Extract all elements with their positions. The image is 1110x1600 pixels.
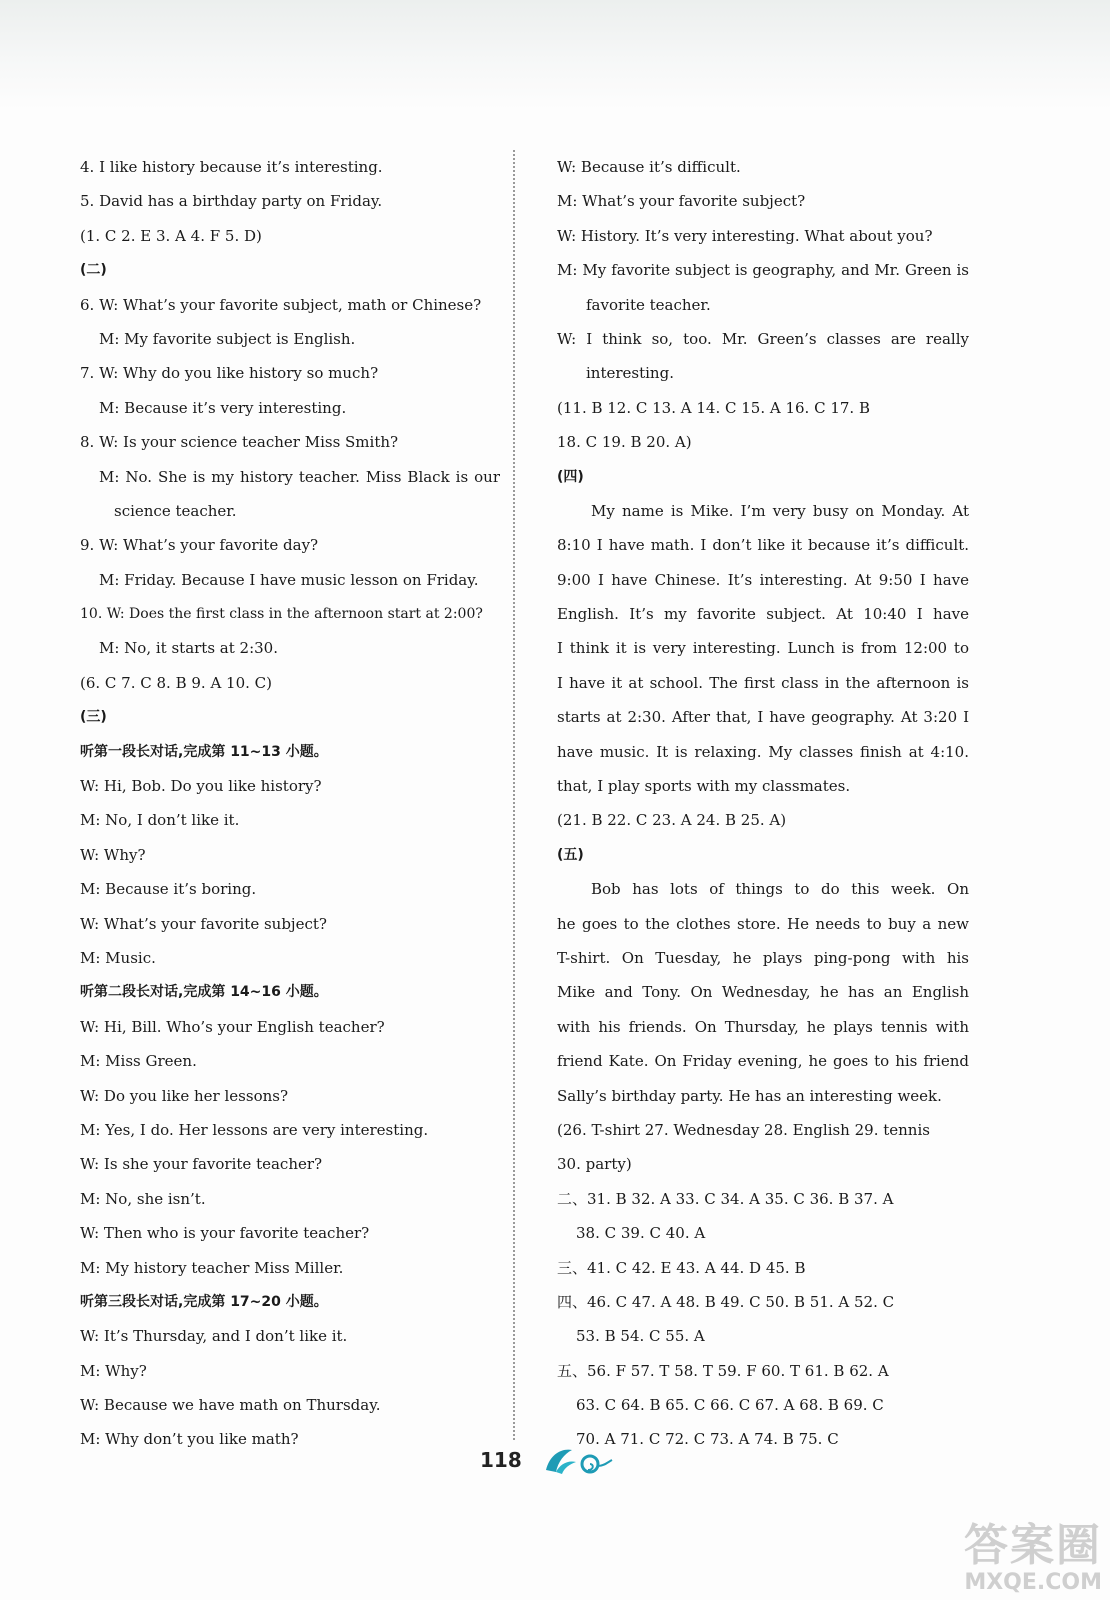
answer-line: (26. T-shirt 27. Wednesday 28. English 29. tennis — [557, 1120, 930, 1139]
passage-line: English. It’s my favorite subject. At 10:40 I have — [557, 605, 969, 624]
passage-line: T-shirt. On Tuesday, he plays ping-pong with his — [557, 948, 969, 967]
answer-line: 18. C 19. B 20. A) — [557, 433, 692, 452]
passage-line: I have it at school. The first class in the afternoon is — [557, 673, 969, 692]
dialogue-line: 8. W: Is your science teacher Miss Smith? — [80, 433, 399, 452]
text-line: 4. I like history because it’s interesting. — [80, 158, 383, 176]
dialogue-line: M: Miss Green. — [80, 1052, 197, 1071]
answer-line: 63. C 64. B 65. C 66. C 67. A 68. B 69. C — [576, 1396, 884, 1415]
answer-line: 二、31. B 32. A 33. C 34. A 35. C 36. B 37. A — [557, 1189, 894, 1208]
dialogue-line: M: Music. — [80, 948, 156, 967]
dialogue-line: M: My favorite subject is English. — [99, 329, 356, 348]
passage-line: Mike and Tony. On Wednesday, he has an English — [557, 983, 969, 1002]
dialogue-line: M: No, I don’t like it. — [80, 811, 240, 830]
dialogue-line: M: Because it’s boring. — [80, 880, 257, 899]
dialogue-line: W: I think so, too. Mr. Green’s classes are really — [557, 329, 969, 348]
dialogue-line: science teacher. — [114, 501, 237, 520]
dialogue-line: M: Friday. Because I have music lesson on Friday. — [99, 570, 479, 589]
text-line: 5. David has a birthday party on Friday. — [80, 192, 383, 211]
passage-line: Sally’s birthday party. He has an interesting week. — [557, 1086, 942, 1105]
dialogue-line: M: No. She is my history teacher. Miss Black is our — [99, 467, 500, 486]
dialogue-line: W: Because it’s difficult. — [557, 158, 741, 176]
dialogue-line: M: My favorite subject is geography, and Mr. Green is — [557, 261, 969, 280]
answer-line: 四、46. C 47. A 48. B 49. C 50. B 51. A 52. C — [557, 1292, 895, 1311]
passage-line: 9:00 I have Chinese. It’s interesting. At 9:50 I have — [557, 570, 969, 589]
section-heading: (三) — [80, 709, 107, 726]
dialogue-line: M: Yes, I do. Her lessons are very interesting. — [80, 1120, 429, 1139]
instruction-line: 听第二段长对话,完成第 14~16 小题。 — [80, 984, 328, 1001]
swirl-leaf-logo-icon — [542, 1444, 614, 1480]
section-heading: (五) — [557, 846, 584, 863]
passage-line: friend Kate. On Friday evening, he goes to his friend — [557, 1052, 969, 1071]
dialogue-line: W: It’s Thursday, and I don’t like it. — [80, 1327, 348, 1346]
answer-line: 70. A 71. C 72. C 73. A 74. B 75. C — [576, 1430, 839, 1449]
answer-line: 38. C 39. C 40. A — [576, 1224, 706, 1243]
answer-line: (21. B 22. C 23. A 24. B 25. A) — [557, 811, 787, 830]
page-number: 118 — [480, 1448, 522, 1472]
watermark — [964, 1520, 1102, 1595]
answer-line: (6. C 7. C 8. B 9. A 10. C) — [80, 673, 273, 692]
scan-shadow-band — [0, 0, 1110, 110]
passage-line: that, I play sports with my classmates. — [557, 777, 851, 796]
dialogue-line: W: Then who is your favorite teacher? — [80, 1224, 370, 1243]
dialogue-line: W: Hi, Bill. Who’s your English teacher? — [80, 1017, 385, 1036]
answer-line: (1. C 2. E 3. A 4. F 5. D) — [80, 226, 262, 245]
dialogue-line: W: What’s your favorite subject? — [80, 914, 327, 933]
left-column — [80, 150, 500, 1457]
dialogue-line: 10. W: Does the first class in the afternoon start at 2:00? — [80, 606, 483, 623]
section-heading: (二) — [80, 262, 107, 279]
dialogue-line: interesting. — [586, 364, 674, 383]
dialogue-line: 9. W: What’s your favorite day? — [80, 536, 319, 555]
section-heading: (四) — [557, 468, 584, 485]
dialogue-line: M: Why don’t you like math? — [80, 1430, 299, 1449]
dialogue-line: 6. W: What’s your favorite subject, math or Chinese? — [80, 295, 482, 314]
answer-line: (11. B 12. C 13. A 14. C 15. A 16. C 17. B — [557, 398, 870, 417]
passage-line: starts at 2:30. After that, I have geography. At 3:20 I — [557, 708, 969, 727]
dialogue-line: favorite teacher. — [586, 295, 711, 314]
dialogue-line: W: Do you like her lessons? — [80, 1086, 289, 1105]
passage-line: Bob has lots of things to do this week. On — [591, 880, 969, 899]
instruction-line: 听第三段长对话,完成第 17~20 小题。 — [80, 1293, 328, 1310]
answer-line: 三、41. C 42. E 43. A 44. D 45. B — [557, 1258, 806, 1277]
dialogue-line: M: No, she isn’t. — [80, 1189, 206, 1208]
watermark-title: 答案圈 — [964, 1520, 1102, 1571]
dialogue-line: M: My history teacher Miss Miller. — [80, 1258, 344, 1277]
dialogue-line: M: What’s your favorite subject? — [557, 192, 806, 211]
passage-line: have music. It is relaxing. My classes finish at 4:10. — [557, 742, 969, 761]
passage-line: I think it is very interesting. Lunch is from 12:00 to — [557, 639, 969, 658]
answer-line: 30. party) — [557, 1155, 632, 1174]
dialogue-line: M: Why? — [80, 1361, 147, 1380]
watermark-site: MXQE.COM — [964, 1570, 1102, 1595]
dialogue-line: W: Hi, Bob. Do you like history? — [80, 777, 322, 796]
dialogue-line: M: No, it starts at 2:30. — [99, 639, 278, 658]
passage-line: My name is Mike. I’m very busy on Monday. At — [591, 501, 969, 520]
dialogue-line: W: History. It’s very interesting. What about you? — [557, 226, 933, 245]
dialogue-line: W: Is she your favorite teacher? — [80, 1155, 323, 1174]
instruction-line: 听第一段长对话,完成第 11~13 小题。 — [80, 743, 328, 760]
answer-line: 五、56. F 57. T 58. T 59. F 60. T 61. B 62. A — [557, 1361, 889, 1380]
passage-line: with his friends. On Thursday, he plays tennis with — [557, 1017, 969, 1036]
answer-line: 53. B 54. C 55. A — [576, 1327, 705, 1346]
dialogue-line: W: Why? — [80, 845, 146, 864]
right-column — [557, 150, 969, 1457]
dialogue-line: 7. W: Why do you like history so much? — [80, 364, 379, 383]
passage-line: 8:10 I have math. I don’t like it because it’s difficult. — [557, 536, 969, 555]
column-divider — [513, 150, 515, 1440]
dialogue-line: M: Because it’s very interesting. — [99, 398, 347, 417]
dialogue-line: W: Because we have math on Thursday. — [80, 1396, 381, 1415]
passage-line: he goes to the clothes store. He needs to buy a new — [557, 914, 969, 933]
